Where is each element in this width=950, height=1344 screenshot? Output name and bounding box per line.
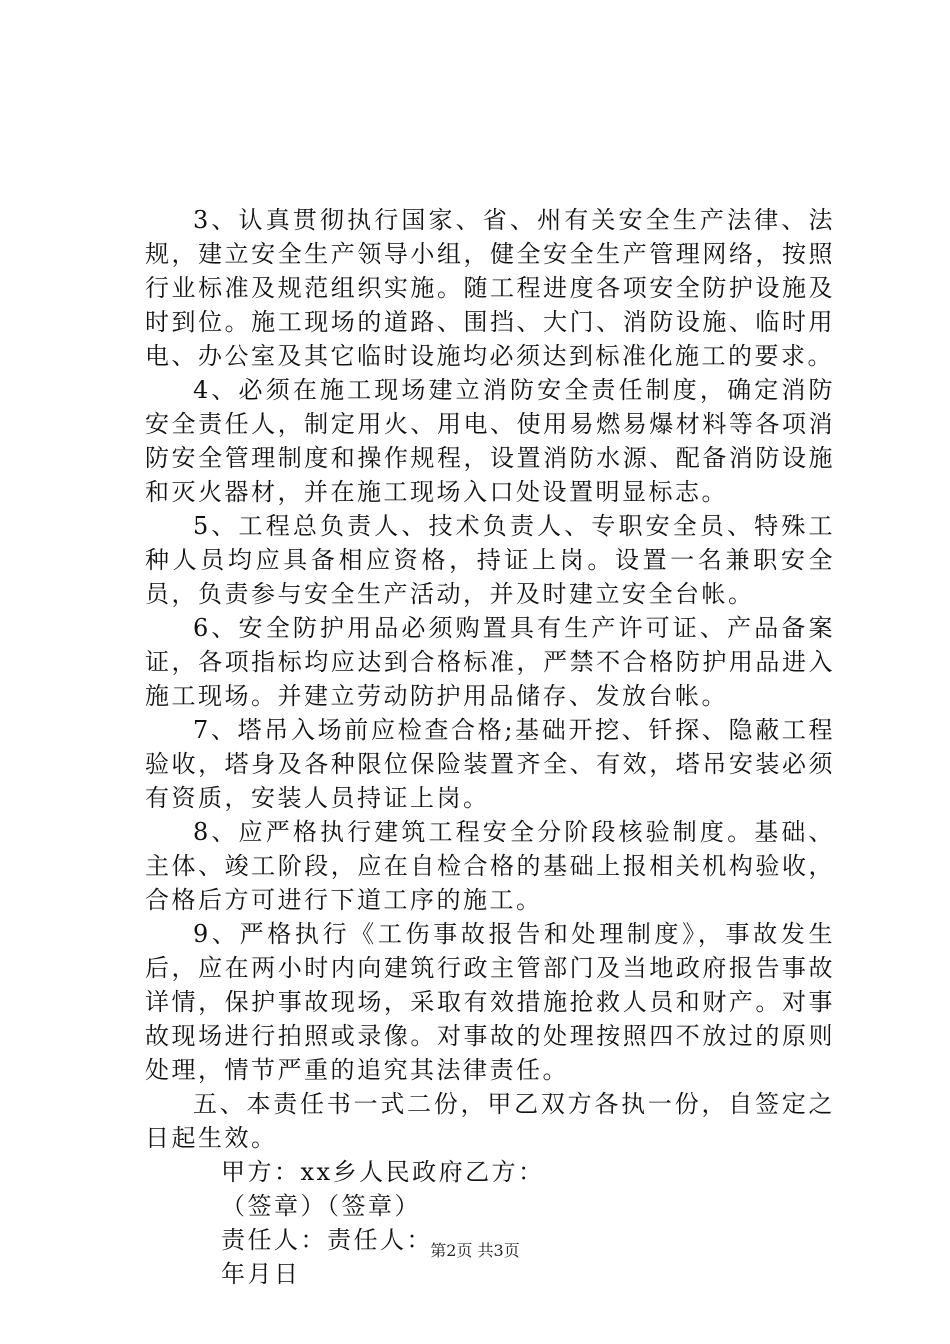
paragraph-effective-clause: 五、本责任书一式二份，甲乙双方各执一份，自签定之日起生效。: [145, 1090, 835, 1152]
paragraph-item-9: 9、严格执行《工伤事故报告和处理制度》，事故发生后，应在两小时内向建筑行政主管部门及当地政府报告事故详情，保护事故现场，采取有效措施抢救人员和财产。对事故现场进行拍照或录像。对事故的处理按照四不放过的原则处理，情节严重的追究其法律责任。: [145, 920, 835, 1084]
paragraph-item-3: 3、认真贯彻执行国家、省、州有关安全生产法律、法规，建立安全生产领导小组，健全安全生产管理网络，按照行业标准及规范组织实施。随工程进度各项安全防护设施及时到位。施工现场的道路、围挡、大门、消防设施、临时用电、办公室及其它临时设施均必须达到标准化施工的要求。: [145, 206, 835, 370]
signature-block: [145, 1155, 835, 1291]
paragraph-item-8: 8、应严格执行建筑工程安全分阶段核验制度。基础、主体、竣工阶段，应在自检合格的基础上报相关机构验收，合格后方可进行下道工序的施工。: [145, 818, 835, 914]
signature-persons: 责任人：责任人：: [221, 1226, 433, 1254]
document-body: [145, 203, 835, 1291]
paragraph-item-6: 6、安全防护用品必须购置具有生产许可证、产品备案证，各项指标均应达到合格标准，严禁不合格防护用品进入施工现场。并建立劳动防护用品储存、发放台帐。: [145, 614, 835, 710]
signature-seals: （签章）（签章）: [221, 1192, 421, 1220]
page-footer: 第2页 共3页: [430, 1241, 520, 1260]
paragraph-item-5: 5、工程总负责人、技术负责人、专职安全员、特殊工种人员均应具备相应资格，持证上岗。设置一名兼职安全员，负责参与安全生产活动，并及时建立安全台帐。: [145, 512, 835, 608]
paragraph-item-7: 7、塔吊入场前应检查合格;基础开挖、钎探、隐蔽工程验收，塔身及各种限位保险装置齐全、有效，塔吊安装必须有资质，安装人员持证上岗。: [145, 716, 835, 812]
signature-parties: 甲方：xx乡人民政府乙方：: [221, 1158, 545, 1186]
signature-date: 年月日: [221, 1260, 301, 1288]
paragraph-item-4: 4、必须在施工现场建立消防安全责任制度，确定消防安全责任人，制定用火、用电、使用易燃易爆材料等各项消防安全管理制度和操作规程，设置消防水源、配备消防设施和灭火器材，并在施工现场入口处设置明显标志。: [145, 376, 835, 506]
